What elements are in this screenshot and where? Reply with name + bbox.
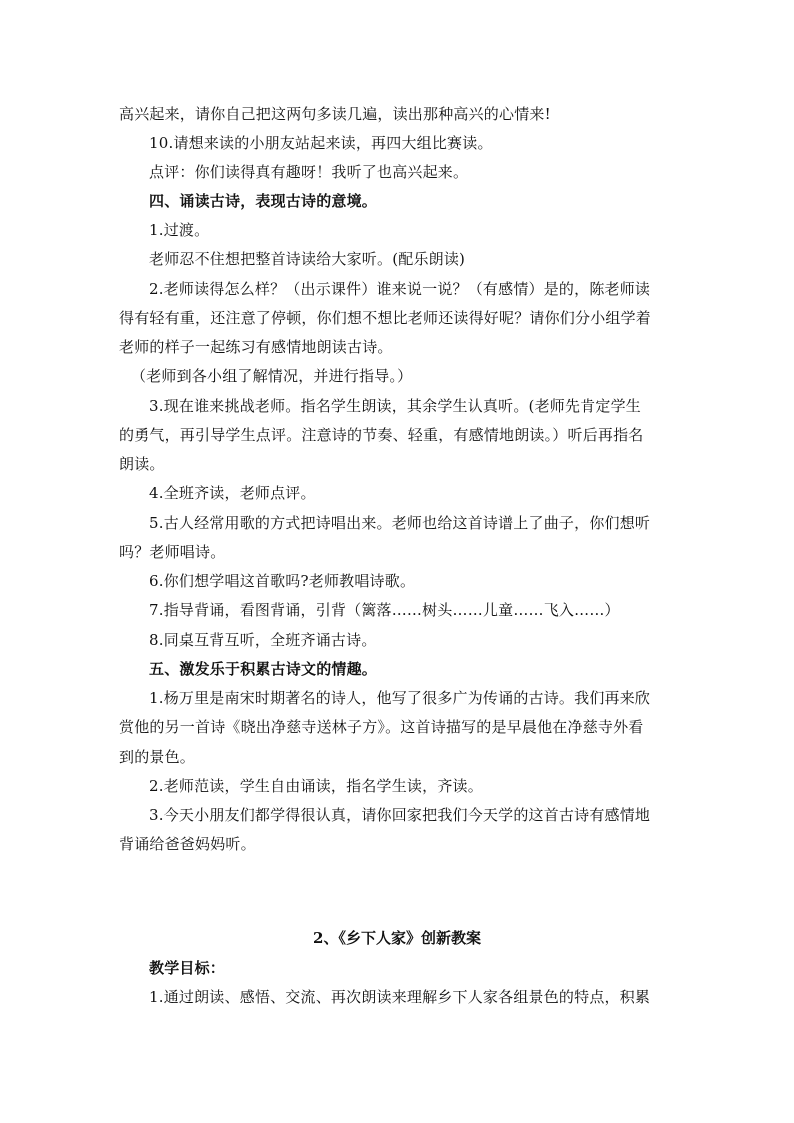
paragraph-line: 老师的样子一起练习有感情地朗读古诗。 xyxy=(119,338,393,356)
paragraph-line: （老师到各小组了解情况，并进行指导。） xyxy=(131,367,413,385)
paragraph-line: 7.指导背诵，看图背诵，引背（篱落……树头……儿童……飞入……） xyxy=(149,601,620,619)
paragraph-line: 朗读。 xyxy=(119,455,165,473)
paragraph-line: 背诵给爸爸妈妈听。 xyxy=(119,835,256,853)
paragraph-line: 高兴起来，请你自己把这两句多读几遍，读出那种高兴的心情来! xyxy=(119,105,551,123)
paragraph-line: 5.古人经常用歌的方式把诗唱出来。老师也给这首诗谱上了曲子，你们想听 xyxy=(149,514,651,532)
paragraph-line: 2.老师范读，学生自由诵读，指名学生读，齐读。 xyxy=(149,777,483,795)
paragraph-line: 吗？老师唱诗。 xyxy=(119,543,226,561)
paragraph-line: 到的景色。 xyxy=(119,748,196,766)
paragraph-line: 8.同桌互背互听，全班齐诵古诗。 xyxy=(149,631,377,649)
paragraph-line: 4.全班齐读，老师点评。 xyxy=(149,484,316,502)
paragraph-line: 点评：你们读得真有趣呀！我听了也高兴起来。 xyxy=(149,163,469,181)
paragraph-line: 1.通过朗读、感悟、交流、再次朗读来理解乡下人家各组景色的特点，积累 xyxy=(149,988,651,1006)
paragraph-line: 的勇气，再引导学生点评。注意诗的节奏、轻重，有感情地朗读。）听后再指名 xyxy=(119,426,644,444)
lesson-title: 2、《乡下人家》创新教案 xyxy=(313,929,481,947)
section-heading: 五、激发乐于积累古诗文的情趣。 xyxy=(149,660,378,678)
section-heading: 四、诵读古诗，表现古诗的意境。 xyxy=(149,192,378,210)
paragraph-line: 老师忍不住想把整首诗读给大家听。(配乐朗读) xyxy=(149,250,466,268)
section-subheading: 教学目标： xyxy=(149,959,226,977)
paragraph-line: 3.今天小朋友们都学得很认真，请你回家把我们今天学的这首古诗有感情地 xyxy=(149,806,651,824)
paragraph-line: 1.过渡。 xyxy=(149,221,210,239)
paragraph-line: 2.老师读得怎么样？（出示课件）谁来说一说？（有感情）是的，陈老师读 xyxy=(149,280,651,298)
paragraph-line: 10.请想来读的小朋友站起来读，再四大组比赛读。 xyxy=(149,134,493,152)
paragraph-line: 得有轻有重，还注意了停顿，你们想不想比老师还读得好呢？请你们分小组学着 xyxy=(119,309,652,327)
paragraph-line: 6.你们想学唱这首歌吗?老师教唱诗歌。 xyxy=(149,572,416,590)
paragraph-line: 1.杨万里是南宋时期著名的诗人，他写了很多广为传诵的古诗。我们再来欣 xyxy=(149,689,651,707)
paragraph-line: 3.现在谁来挑战老师。指名学生朗读，其余学生认真听。(老师先肯定学生 xyxy=(149,397,641,415)
paragraph-line: 赏他的另一首诗《晓出净慈寺送林子方》。这首诗描写的是早晨他在净慈寺外看 xyxy=(119,718,644,736)
